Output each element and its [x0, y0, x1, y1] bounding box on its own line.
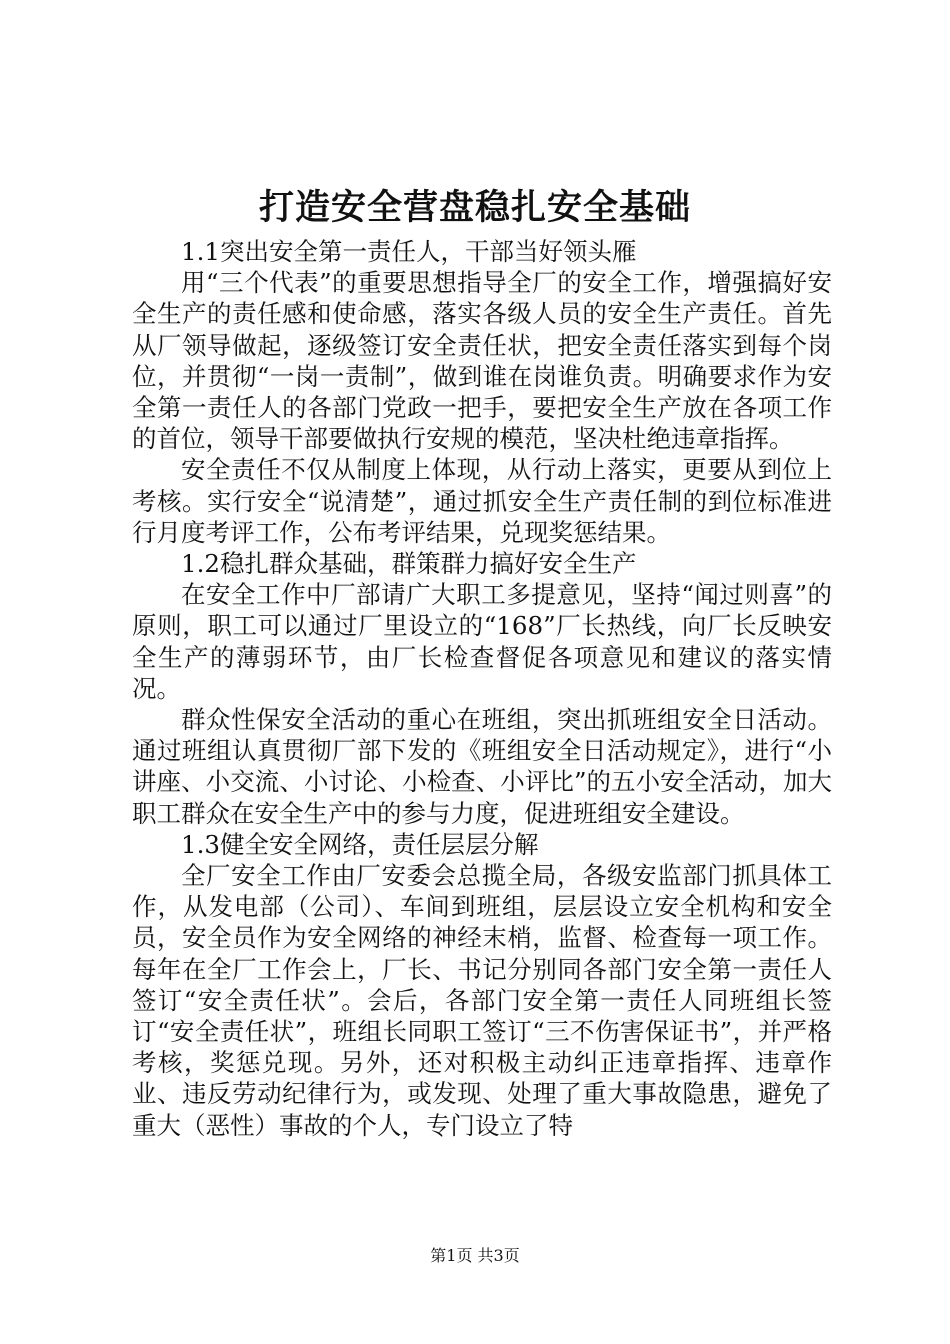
paragraph: 在安全工作中厂部请广大职工多提意见，坚持“闻过则喜”的原则，职工可以通过厂里设立的“168”厂长热线，向厂长反映安全生产的薄弱环节，由厂长检查督促各项意见和建议的落实情况。	[132, 580, 832, 703]
paragraph: 群众性保安全活动的重心在班组，突出抓班组安全日活动。通过班组认真贯彻厂部下发的《班组安全日活动规定》，进行“小讲座、小交流、小讨论、小检查、小评比”的五小安全活动，加大职工群众在安全生产中的参与力度，促进班组安全建设。	[132, 705, 832, 828]
document-title: 打造安全营盘稳扎安全基础	[258, 187, 691, 228]
document-body	[132, 236, 832, 1141]
section-heading-1-3: 1.3健全安全网络，责任层层分解	[181, 829, 539, 859]
section-heading-1-1: 1.1突出安全第一责任人，干部当好领头雁	[181, 237, 637, 266]
paragraph: 全厂安全工作由厂安委会总揽全局，各级安监部门抓具体工作，从发电部（公司）、车间到班组，层层设立安全机构和安全员，安全员作为安全网络的神经末梢，监督、检查每一项工作。每年在全厂工作会上，厂长、书记分别同各部门安全第一责任人签订“安全责任状”。会后，各部门安全第一责任人同班组长签订“安全责任状”，班组长同职工签订“三不伤害保证书”，并严格考核，奖惩兑现。另外，还对积极主动纠正违章指挥、违章作业、违反劳动纪律行为，或发现、处理了重大事故隐患，避免了重大（恶性）事故的个人，专门设立了特	[132, 861, 832, 1140]
page-footer: 第1页 共3页	[430, 1246, 520, 1265]
paragraph: 安全责任不仅从制度上体现，从行动上落实，更要从到位上考核。实行安全“说清楚”，通过抓安全生产责任制的到位标准进行月度考评工作，公布考评结果，兑现奖惩结果。	[132, 455, 832, 547]
paragraph: 用“三个代表”的重要思想指导全厂的安全工作，增强搞好安全生产的责任感和使命感，落实各级人员的安全生产责任。首先从厂领导做起，逐级签订安全责任状，把安全责任落实到每个岗位，并贯彻“一岗一责制”，做到谁在岗谁负责。明确要求作为安全第一责任人的各部门党政一把手，要把安全生产放在各项工作的首位，领导干部要做执行安规的模范，坚决杜绝违章指挥。	[132, 268, 832, 454]
section-heading-1-2: 1.2稳扎群众基础，群策群力搞好安全生产	[181, 549, 637, 579]
